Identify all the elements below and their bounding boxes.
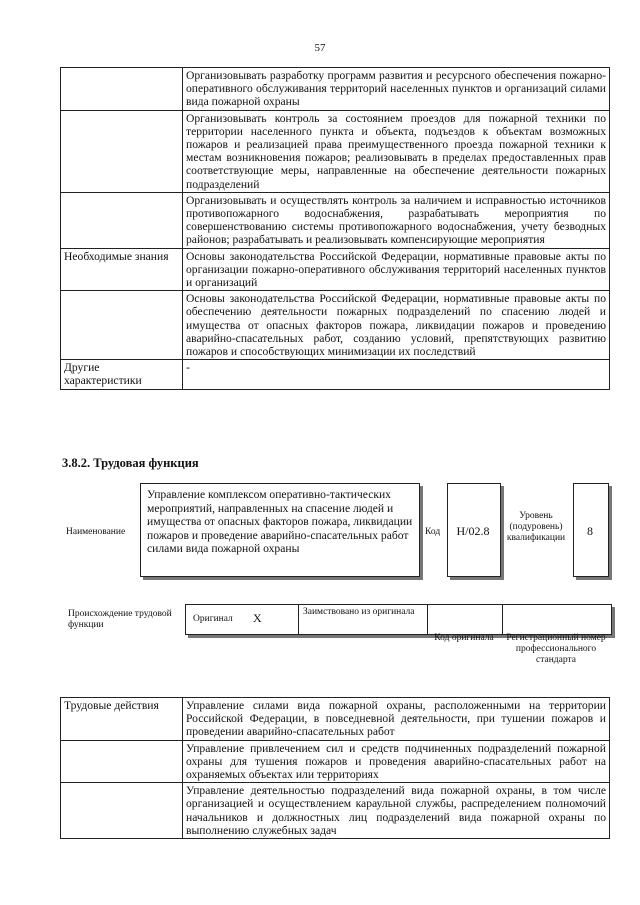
row-text: Организовывать разработку программ развития и ресурсного обеспечения пожарно-оперативного обслуживания территорий населенных пунктов и организаций силами вида пожарной охраны — [183, 68, 610, 111]
row-label: Необходимые знания — [61, 248, 183, 291]
table-row — [61, 291, 610, 360]
row-label — [61, 192, 183, 248]
level-label: Уровень (подуровень) квалификации — [506, 511, 566, 543]
name-label: Наименование — [66, 527, 126, 537]
section-heading: 3.8.2. Трудовая функция — [62, 456, 199, 470]
row-label — [61, 740, 183, 783]
code-label: Код — [425, 527, 441, 537]
knowledge-table — [60, 67, 610, 390]
function-name: Управление комплексом оперативно-тактических мероприятий, направленных на спасение людей и имущества от опасных факторов пожара, ликвидации пожаров и проведение аварийно-спасательных работ силами вида пожарной охраны — [147, 488, 413, 555]
row-label — [61, 68, 183, 111]
origin-label: Происхождение трудовой функции — [68, 609, 172, 630]
actions-table — [60, 697, 610, 839]
row-label — [61, 783, 183, 839]
table-row — [61, 698, 610, 741]
original-mark: X — [253, 611, 262, 625]
row-text: Управление деятельностью подразделений вида пожарной охраны, в том числе организацией и осуществлением караульной службы, распределением полномочий начальников и должностных лиц подразделений вида пожарной охраны по выполнению служебных задач — [183, 783, 610, 839]
row-text: - — [183, 360, 610, 389]
row-text: Организовывать и осуществлять контроль за наличием и исправностью источников противопожарного водоснабжения, разрабатывать мероприятия по совершенствованию системы противопожарного водоснабжения, учету безводных районов; разрабатывать и реализовывать компенсирующие мероприятия — [183, 192, 610, 248]
table-row — [61, 248, 610, 291]
row-label: Другие характеристики — [61, 360, 183, 389]
reg-number-box — [502, 604, 612, 635]
row-text: Управление привлечением сил и средств подчиненных подразделений пожарной охраны для тушения пожаров и проведения аварийно-спасательных работ на охраняемых объектах или территориях — [183, 740, 610, 783]
table-row — [61, 360, 610, 389]
row-label — [61, 110, 183, 192]
table-row — [61, 740, 610, 783]
reg-number-label: Регистрационный номер профессионального стандарта — [506, 633, 606, 665]
level-value: 8 — [587, 524, 593, 538]
page-number: 57 — [314, 42, 326, 54]
table-row — [61, 783, 610, 839]
original-label: Оригинал — [193, 614, 233, 624]
code-original-label: Код оригинала — [434, 633, 494, 643]
code-value: H/02.8 — [456, 524, 490, 538]
row-label — [61, 291, 183, 360]
row-text: Организовывать контроль за состоянием проездов для пожарной техники по территории населенного пункта и объекта, подъездов к объектам возможных пожаров и реализацией права преимущественного проезда пожарной техники к местам возникновения пожаров; реализовывать в пределах предоставленных прав соответствующие меры, направленные на обеспечение деятельности пожарных подразделений — [183, 110, 610, 192]
row-text: Управление силами вида пожарной охраны, расположенными на территории Российской Федерации, в повседневной деятельности, при тушении пожаров и проведении аварийно-спасательных работ — [183, 698, 610, 741]
table-row — [61, 192, 610, 248]
table-row — [61, 68, 610, 111]
table-row — [61, 110, 610, 192]
borrowed-label: Заимствовано из оригинала — [303, 607, 415, 617]
row-label: Трудовые действия — [61, 698, 183, 741]
code-original-box — [427, 604, 503, 635]
row-text: Основы законодательства Российской Федерации, нормативные правовые акты по обеспечению деятельности пожарных подразделений по спасению людей и имущества от опасных факторов пожара, ликвидации пожаров и проведению аварийно-спасательных работ, созданию условий, препятствующих развитию пожаров и способствующих минимизации их последствий — [183, 291, 610, 360]
row-text: Основы законодательства Российской Федерации, нормативные правовые акты по организации пожарно-оперативного обслуживания территорий населенных пунктов и организаций — [183, 248, 610, 291]
